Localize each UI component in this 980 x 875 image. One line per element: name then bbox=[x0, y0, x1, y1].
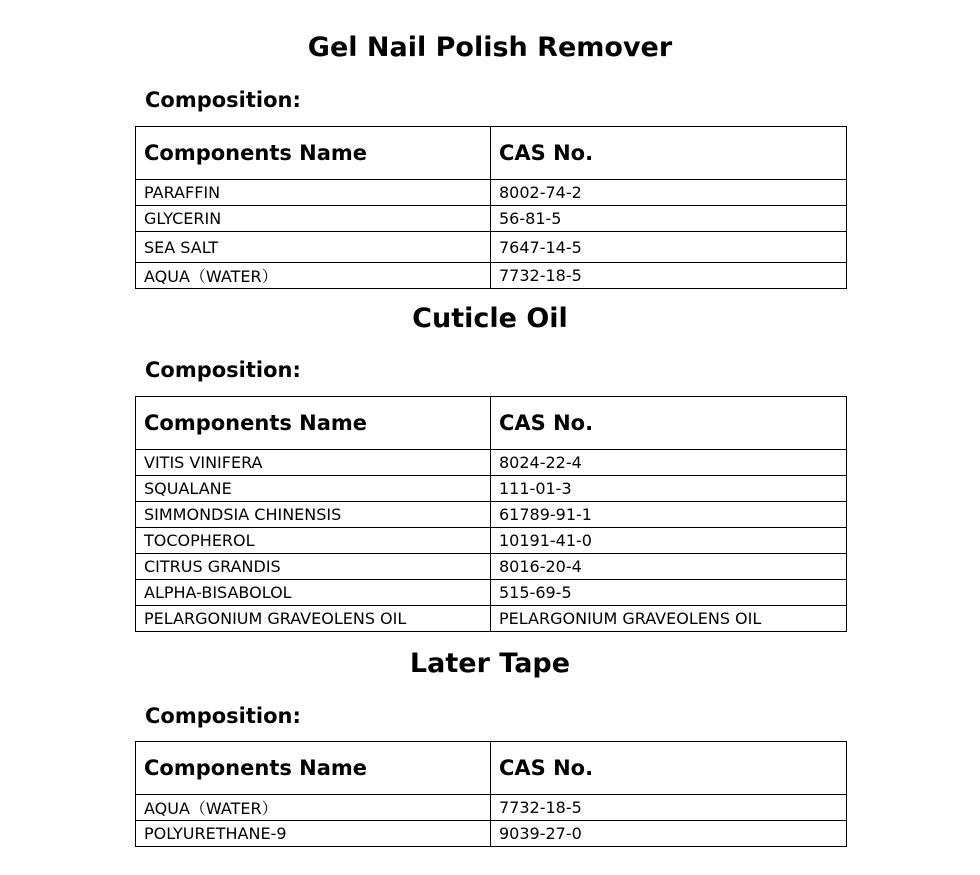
section-title: Gel Nail Polish Remover bbox=[307, 32, 673, 63]
components-name-header: Components Name bbox=[136, 127, 491, 180]
cas-number-cell: 8016-20-4 bbox=[491, 554, 847, 580]
section-title: Later Tape bbox=[409, 648, 571, 679]
table-row bbox=[136, 580, 847, 606]
table-row bbox=[136, 476, 847, 502]
cas-number-cell: 9039-27-0 bbox=[491, 821, 847, 847]
cas-number-cell: 7732-18-5 bbox=[491, 795, 847, 821]
cas-no-header: CAS No. bbox=[491, 742, 847, 795]
components-name-header: Components Name bbox=[136, 397, 491, 450]
component-name-cell: VITIS VINIFERA bbox=[136, 450, 491, 476]
table-row bbox=[136, 206, 847, 232]
component-name-cell: AQUA（WATER） bbox=[136, 263, 491, 289]
cas-no-header: CAS No. bbox=[491, 127, 847, 180]
composition-label: Composition: bbox=[145, 88, 301, 112]
cas-number-cell: 8002-74-2 bbox=[491, 180, 847, 206]
table-header-row bbox=[136, 397, 847, 450]
table-row bbox=[136, 821, 847, 847]
cas-number-cell: PELARGONIUM GRAVEOLENS OIL bbox=[491, 606, 847, 632]
composition-table bbox=[135, 741, 847, 847]
table-row bbox=[136, 795, 847, 821]
component-name-cell: SEA SALT bbox=[136, 232, 491, 263]
component-name-cell: POLYURETHANE-9 bbox=[136, 821, 491, 847]
component-name-cell: ALPHA-BISABOLOL bbox=[136, 580, 491, 606]
cas-number-cell: 8024-22-4 bbox=[491, 450, 847, 476]
cas-number-cell: 7647-14-5 bbox=[491, 232, 847, 263]
cas-number-cell: 7732-18-5 bbox=[491, 263, 847, 289]
section-title: Cuticle Oil bbox=[412, 303, 568, 334]
table-row bbox=[136, 528, 847, 554]
component-name-cell: CITRUS GRANDIS bbox=[136, 554, 491, 580]
component-name-cell: PARAFFIN bbox=[136, 180, 491, 206]
table-row bbox=[136, 554, 847, 580]
table-row bbox=[136, 606, 847, 632]
composition-table bbox=[135, 396, 847, 632]
table-header-row bbox=[136, 127, 847, 180]
table-header-row bbox=[136, 742, 847, 795]
table-row bbox=[136, 450, 847, 476]
component-name-cell: AQUA（WATER） bbox=[136, 795, 491, 821]
cas-number-cell: 10191-41-0 bbox=[491, 528, 847, 554]
composition-label: Composition: bbox=[145, 704, 301, 728]
composition-table bbox=[135, 126, 847, 289]
table-row bbox=[136, 502, 847, 528]
cas-number-cell: 515-69-5 bbox=[491, 580, 847, 606]
cas-number-cell: 111-01-3 bbox=[491, 476, 847, 502]
components-name-header: Components Name bbox=[136, 742, 491, 795]
component-name-cell: TOCOPHEROL bbox=[136, 528, 491, 554]
component-name-cell: SIMMONDSIA CHINENSIS bbox=[136, 502, 491, 528]
cas-no-header: CAS No. bbox=[491, 397, 847, 450]
table-row bbox=[136, 232, 847, 263]
cas-number-cell: 56-81-5 bbox=[491, 206, 847, 232]
table-row bbox=[136, 263, 847, 289]
composition-label: Composition: bbox=[145, 358, 301, 382]
component-name-cell: GLYCERIN bbox=[136, 206, 491, 232]
component-name-cell: SQUALANE bbox=[136, 476, 491, 502]
table-row bbox=[136, 180, 847, 206]
cas-number-cell: 61789-91-1 bbox=[491, 502, 847, 528]
component-name-cell: PELARGONIUM GRAVEOLENS OIL bbox=[136, 606, 491, 632]
